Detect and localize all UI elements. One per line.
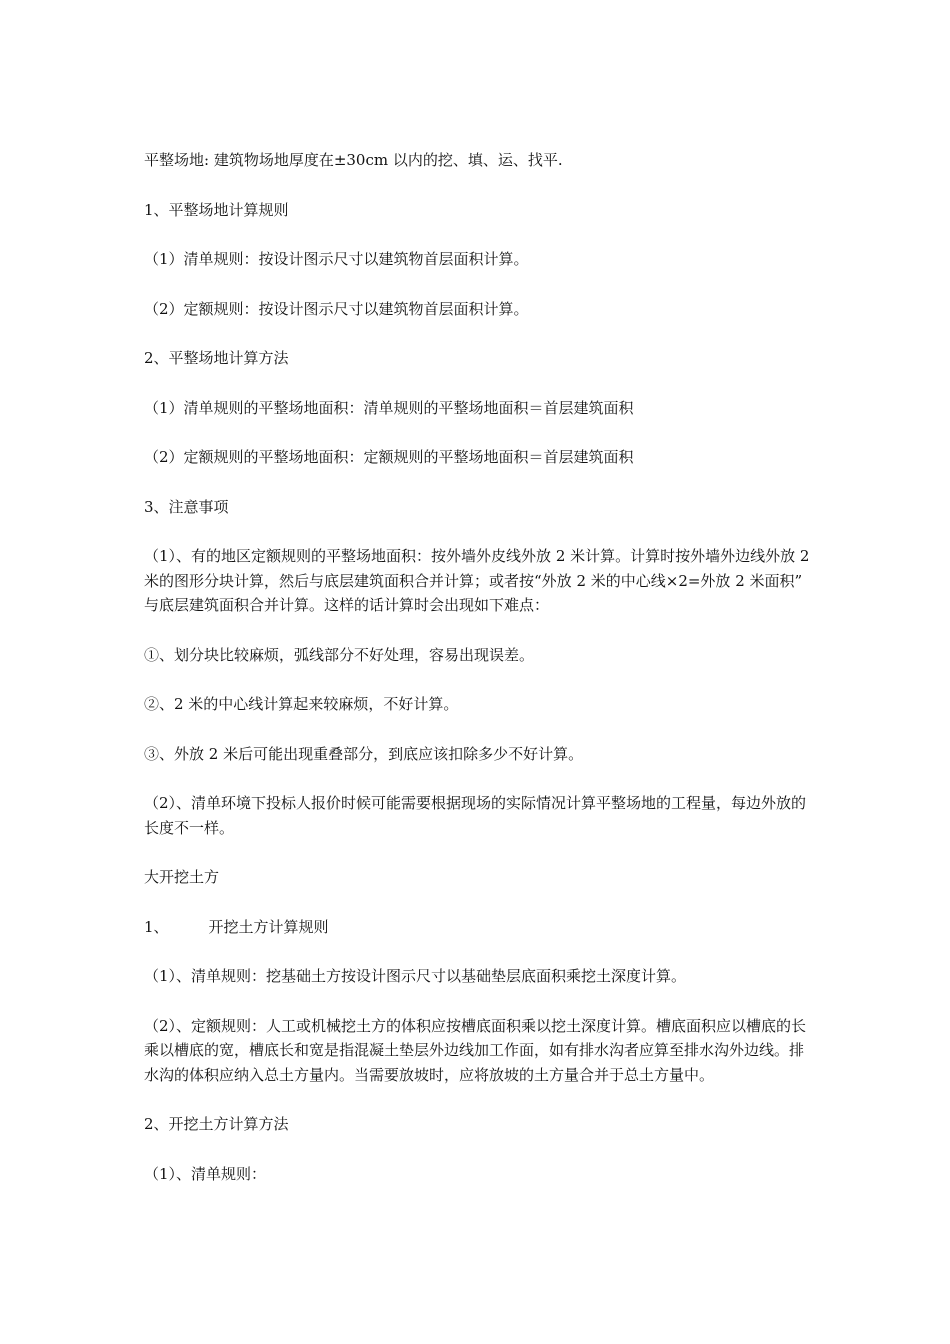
excavation-rule-1: （1）、清单规则：挖基础土方按设计图示尺寸以基础垫层底面积乘挖土深度计算。 <box>144 967 687 985</box>
excavation-heading-2: 2、开挖土方计算方法 <box>144 1115 289 1133</box>
section-heading-2: 2、平整场地计算方法 <box>144 349 289 367</box>
method-item-2: （2）定额规则的平整场地面积：定额规则的平整场地面积＝首层建筑面积 <box>144 448 634 466</box>
difficulty-item-1: ①、划分块比较麻烦，弧线部分不好处理，容易出现误差。 <box>144 645 535 664</box>
method-item-1: （1）清单规则的平整场地面积：清单规则的平整场地面积＝首层建筑面积 <box>144 398 634 417</box>
excavation-heading-1-number: 1、 <box>144 917 169 936</box>
excavation-rule-2: （2）、定额规则：人工或机械挖土方的体积应按槽底面积乘以挖土深度计算。槽底面积应以槽底的长乘以槽底的宽，槽底长和宽是指混凝土垫层外边线加工作面，如有排水沟者应算至排水沟外边线。排水沟的体积应纳入总土方量内。当需要放坡时，应将放坡的土方量合并于总土方量中。 <box>144 1016 807 1084</box>
document-page <box>144 148 810 1211</box>
rule-item-2: （2）定额规则：按设计图示尺寸以建筑物首层面积计算。 <box>144 299 529 318</box>
rule-item-1: （1）清单规则：按设计图示尺寸以建筑物首层面积计算。 <box>144 250 529 268</box>
excavation-heading-1 <box>144 915 810 940</box>
note-item-1: （1）、有的地区定额规则的平整场地面积：按外墙外皮线外放 2 米计算。计算时按外墙外边线外放 2 米的图形分块计算，然后与底层建筑面积合并计算；或者按“外放 2 米的中心线×2=外放 2 米面积” 与底层建筑面积合并计算。这样的话计算时会出现如下难点： <box>144 547 810 614</box>
difficulty-item-3: ③、外放 2 米后可能出现重叠部分，到底应该扣除多少不好计算。 <box>144 744 584 763</box>
note-item-2: （2）、清单环境下投标人报价时候可能需要根据现场的实际情况计算平整场地的工程量，每边外放的长度不一样。 <box>144 794 807 837</box>
section-title-excavation: 大开挖土方 <box>144 868 220 886</box>
intro-definition: 平整场地: 建筑物场地厚度在±30cm 以内的挖、填、运、找平. <box>144 151 563 169</box>
section-heading-1: 1、平整场地计算规则 <box>144 200 289 219</box>
section-heading-3: 3、注意事项 <box>144 497 229 516</box>
excavation-method-1: （1）、清单规则： <box>144 1164 267 1183</box>
excavation-heading-1-text: 开挖土方计算规则 <box>208 917 329 936</box>
difficulty-item-2: ②、2 米的中心线计算起来较麻烦，不好计算。 <box>144 695 459 713</box>
